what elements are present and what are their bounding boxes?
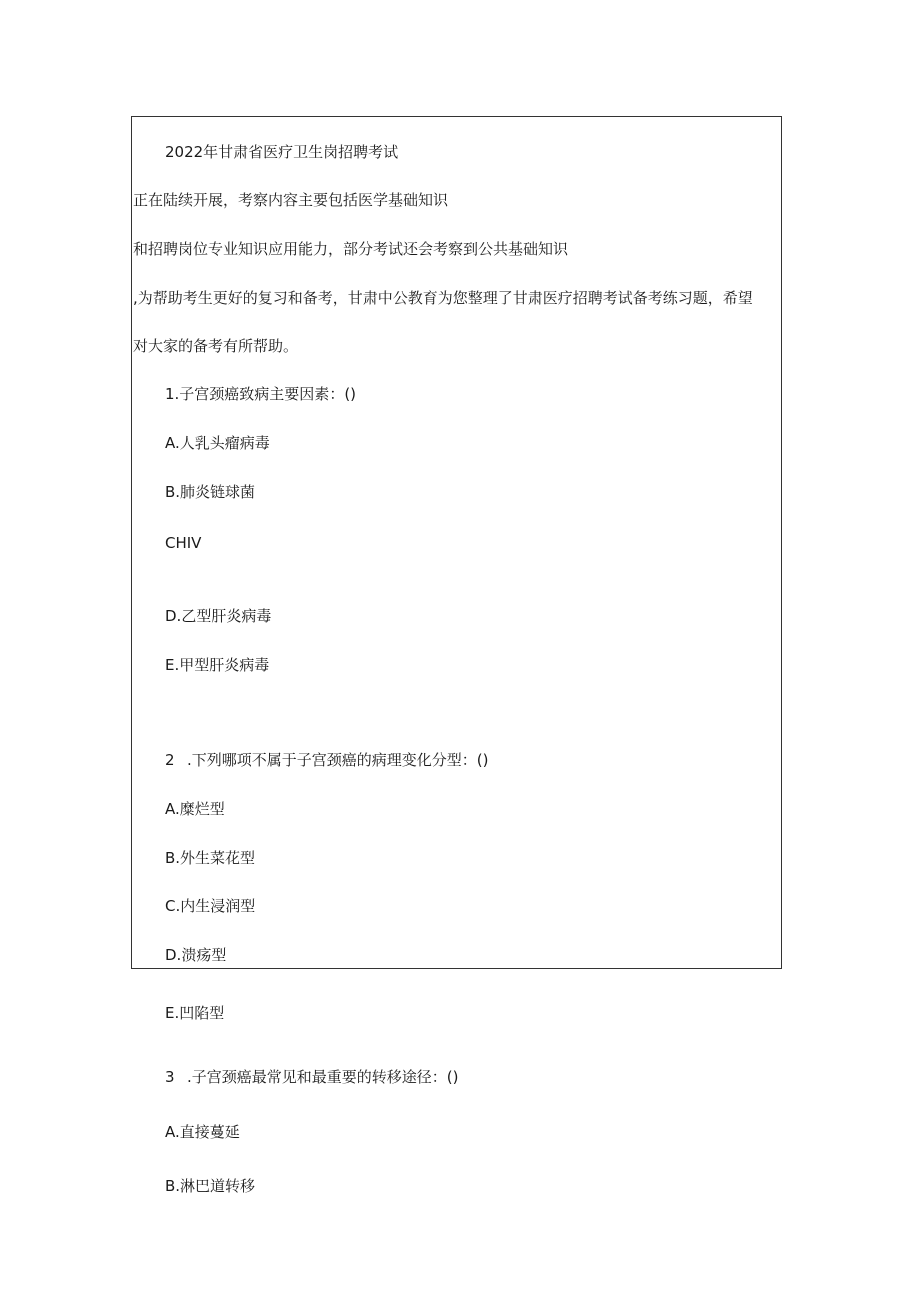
question-1-option-e: E.甲型肝炎病毒 (165, 656, 270, 674)
document-title: 2022年甘肃省医疗卫生岗招聘考试 (165, 143, 399, 161)
question-3-option-a: A.直接蔓延 (165, 1123, 240, 1141)
intro-line: 正在陆续开展，考察内容主要包括医学基础知识 (133, 191, 449, 209)
question-2-option-e: E.凹陷型 (165, 1004, 225, 1022)
question-3-text: .子宫颈癌最常见和最重要的转移途径：() (187, 1068, 459, 1086)
intro-line: ,为帮助考生更好的复习和备考，甘肃中公教育为您整理了甘肃医疗招聘考试备考练习题，希望 (133, 289, 753, 307)
intro-line: 和招聘岗位专业知识应用能力，部分考试还会考察到公共基础知识 (133, 240, 569, 258)
question-1-option-c: CHIV (165, 534, 202, 552)
question-2-option-c: C.内生浸润型 (165, 897, 256, 915)
question-1-option-d: D.乙型肝炎病毒 (165, 607, 272, 625)
question-3-option-b: B.淋巴道转移 (165, 1177, 256, 1195)
intro-line: 对大家的备考有所帮助。 (133, 337, 299, 355)
question-3-stem (165, 1067, 458, 1087)
question-2-text: .下列哪项不属于子宫颈癌的病理变化分型：() (187, 751, 489, 769)
question-2-option-a: A.糜烂型 (165, 800, 225, 818)
question-2-number: 2 (165, 751, 175, 769)
question-1-option-a: A.人乳头瘤病毒 (165, 434, 270, 452)
question-1-stem: 1.子宫颈癌致病主要因素：() (165, 385, 357, 403)
question-2-option-d: D.溃疡型 (165, 946, 227, 964)
question-1-option-b: B.肺炎链球菌 (165, 483, 256, 501)
question-2-option-b: B.外生菜花型 (165, 849, 256, 867)
question-3-number: 3 (165, 1068, 175, 1086)
question-2-stem (165, 750, 488, 770)
